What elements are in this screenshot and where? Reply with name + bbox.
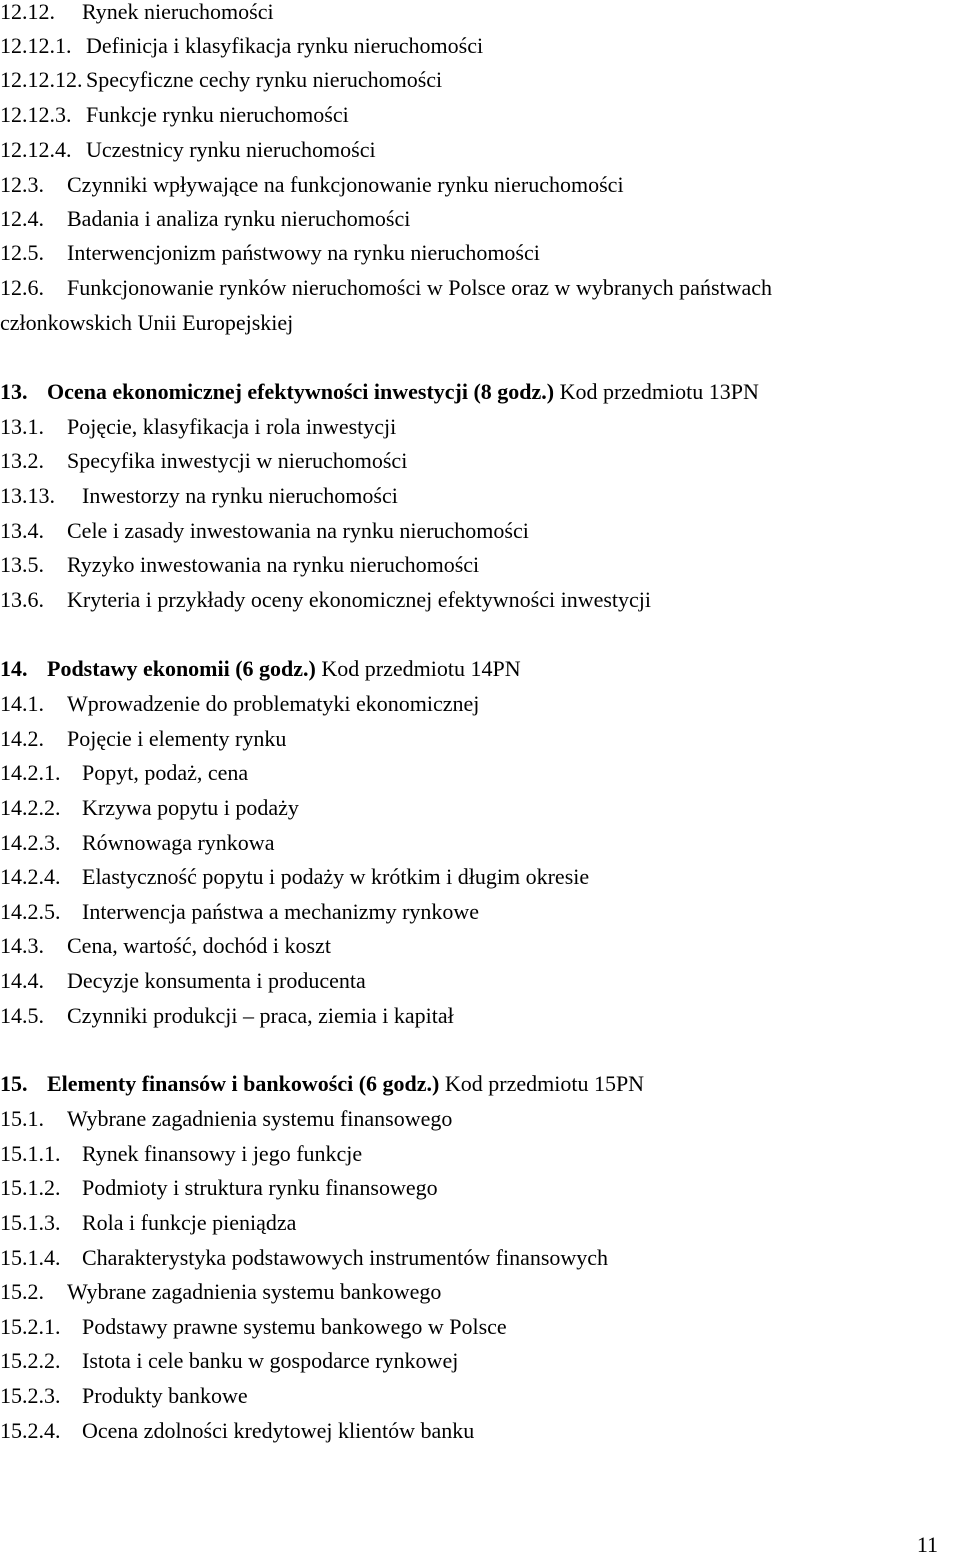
item-text: Definicja i klasyfikacja rynku nieruchomości (86, 33, 484, 58)
item-text: Podstawy prawne systemu bankowego w Polsce (82, 1314, 507, 1339)
item-number: 12.3. (0, 172, 44, 197)
item-text: Specyfika inwestycji w nieruchomości (67, 448, 408, 473)
section-title: Elementy finansów i bankowości (6 godz.) (47, 1071, 440, 1096)
item-text: Elastyczność popytu i podaży w krótkim i długim okresie (82, 864, 590, 889)
item-number: 14.2. (0, 726, 44, 751)
item-text: Charakterystyka podstawowych instrumentów finansowych (82, 1245, 609, 1270)
section-number: 14. (0, 656, 28, 681)
list-item (0, 412, 396, 442)
list-item (0, 0, 274, 27)
list-item (0, 1001, 454, 1031)
item-text: Wybrane zagadnienia systemu bankowego (67, 1279, 442, 1304)
item-text: Rynek nieruchomości (82, 0, 274, 24)
item-number: 15.2.2. (0, 1348, 61, 1373)
item-text: Ryzyko inwestowania na rynku nieruchomości (67, 552, 480, 577)
item-number: 15.2.4. (0, 1418, 61, 1443)
item-number: 12.12. (0, 0, 55, 24)
item-text: Cele i zasady inwestowania na rynku nieruchomości (67, 518, 529, 543)
list-item (0, 516, 529, 546)
item-number: 14.2.4. (0, 864, 61, 889)
item-text: Produkty bankowe (82, 1383, 248, 1408)
list-item (0, 585, 651, 615)
list-item (0, 689, 479, 719)
item-number: 15.1.1. (0, 1141, 61, 1166)
item-text: Uczestnicy rynku nieruchomości (86, 137, 376, 162)
list-item (0, 897, 479, 927)
section-title: Ocena ekonomicznej efektywności inwestycji (8 godz.) (47, 379, 555, 404)
list-item (0, 100, 349, 130)
list-item (0, 204, 410, 234)
list-item (0, 1104, 452, 1134)
item-text: Popyt, podaż, cena (82, 760, 249, 785)
list-item (0, 758, 248, 788)
item-text: Wybrane zagadnienia systemu finansowego (67, 1106, 453, 1131)
item-number: 13.2. (0, 448, 44, 473)
item-text: Rynek finansowy i jego funkcje (82, 1141, 363, 1166)
item-text: Pojęcie, klasyfikacja i rola inwestycji (67, 414, 397, 439)
item-text: Funkcjonowanie rynków nieruchomości w Polsce oraz w wybranych państwach (67, 275, 773, 300)
item-text: Czynniki wpływające na funkcjonowanie rynku nieruchomości (67, 172, 624, 197)
list-item (0, 550, 479, 580)
item-number: 14.2.5. (0, 899, 61, 924)
item-number: 13.6. (0, 587, 44, 612)
item-number: 15.1.4. (0, 1245, 61, 1270)
item-number: 15.1.2. (0, 1175, 61, 1200)
section-number: 13. (0, 379, 28, 404)
item-text: Funkcje rynku nieruchomości (86, 102, 349, 127)
list-item (0, 1173, 438, 1203)
item-text: Cena, wartość, dochód i koszt (67, 933, 331, 958)
list-item (0, 1243, 608, 1273)
item-text: Istota i cele banku w gospodarce rynkowej (82, 1348, 459, 1373)
list-item-continuation: członkowskich Unii Europejskiej (0, 310, 294, 335)
item-number: 14.2.1. (0, 760, 61, 785)
page-number: 11 (916, 1532, 938, 1557)
item-text: Interwencja państwa a mechanizmy rynkowe (82, 899, 480, 924)
list-item (0, 793, 299, 823)
item-number: 14.5. (0, 1003, 44, 1028)
item-number: 12.6. (0, 275, 44, 300)
list-item (0, 828, 274, 858)
list-item (0, 65, 442, 95)
item-text: Decyzje konsumenta i producenta (67, 968, 366, 993)
item-text: Krzywa popytu i podaży (82, 795, 299, 820)
list-item (0, 1381, 248, 1411)
section-heading (0, 654, 521, 684)
list-item (0, 170, 624, 200)
item-number: 14.2.2. (0, 795, 61, 820)
item-text: Specyficzne cechy rynku nieruchomości (86, 67, 443, 92)
item-number: 13.13. (0, 483, 55, 508)
item-text: Inwestorzy na rynku nieruchomości (82, 483, 398, 508)
item-number: 14.4. (0, 968, 44, 993)
list-item (0, 1312, 507, 1342)
list-item (0, 966, 366, 996)
list-item (0, 481, 398, 511)
item-text: Równowaga rynkowa (82, 830, 275, 855)
item-number: 15.2.3. (0, 1383, 61, 1408)
item-text: Pojęcie i elementy rynku (67, 726, 287, 751)
item-number: 12.5. (0, 240, 44, 265)
item-number: 15.1. (0, 1106, 44, 1131)
item-text: Czynniki produkcji – praca, ziemia i kapitał (67, 1003, 454, 1028)
list-item (0, 724, 286, 754)
list-item (0, 273, 772, 303)
list-item (0, 1139, 362, 1169)
item-number: 12.12.12. (0, 67, 83, 92)
item-number: 14.3. (0, 933, 44, 958)
item-text: Ocena zdolności kredytowej klientów banku (82, 1418, 475, 1443)
item-text: Interwencjonizm państwowy na rynku nieruchomości (67, 240, 540, 265)
course-code: Kod przedmiotu 14PN (315, 656, 521, 681)
list-item (0, 1416, 474, 1446)
item-number: 12.12.1. (0, 33, 72, 58)
list-item (0, 931, 331, 961)
item-number: 15.1.3. (0, 1210, 61, 1235)
item-number: 13.4. (0, 518, 44, 543)
item-text: Kryteria i przykłady oceny ekonomicznej efektywności inwestycji (67, 587, 652, 612)
item-text: Wprowadzenie do problematyki ekonomicznej (67, 691, 480, 716)
list-item (0, 238, 540, 268)
section-heading (0, 377, 759, 407)
item-text: Badania i analiza rynku nieruchomości (67, 206, 411, 231)
item-number: 15.2. (0, 1279, 44, 1304)
item-number: 12.4. (0, 206, 44, 231)
item-number: 13.5. (0, 552, 44, 577)
list-item (0, 1346, 458, 1376)
section-title: Podstawy ekonomii (6 godz.) (47, 656, 316, 681)
item-number: 14.2.3. (0, 830, 61, 855)
list-item (0, 135, 376, 165)
item-number: 15.2.1. (0, 1314, 61, 1339)
item-number: 12.12.3. (0, 102, 72, 127)
item-number: 13.1. (0, 414, 44, 439)
course-code: Kod przedmiotu 13PN (554, 379, 759, 404)
list-item (0, 446, 407, 476)
item-number: 14.1. (0, 691, 44, 716)
list-item (0, 1277, 441, 1307)
item-text: Rola i funkcje pieniądza (82, 1210, 297, 1235)
course-code: Kod przedmiotu 15PN (439, 1071, 645, 1096)
item-text: Podmioty i struktura rynku finansowego (82, 1175, 438, 1200)
list-item (0, 31, 483, 61)
section-number: 15. (0, 1071, 28, 1096)
list-item (0, 862, 589, 892)
section-heading (0, 1069, 644, 1099)
item-number: 12.12.4. (0, 137, 72, 162)
list-item (0, 1208, 296, 1238)
